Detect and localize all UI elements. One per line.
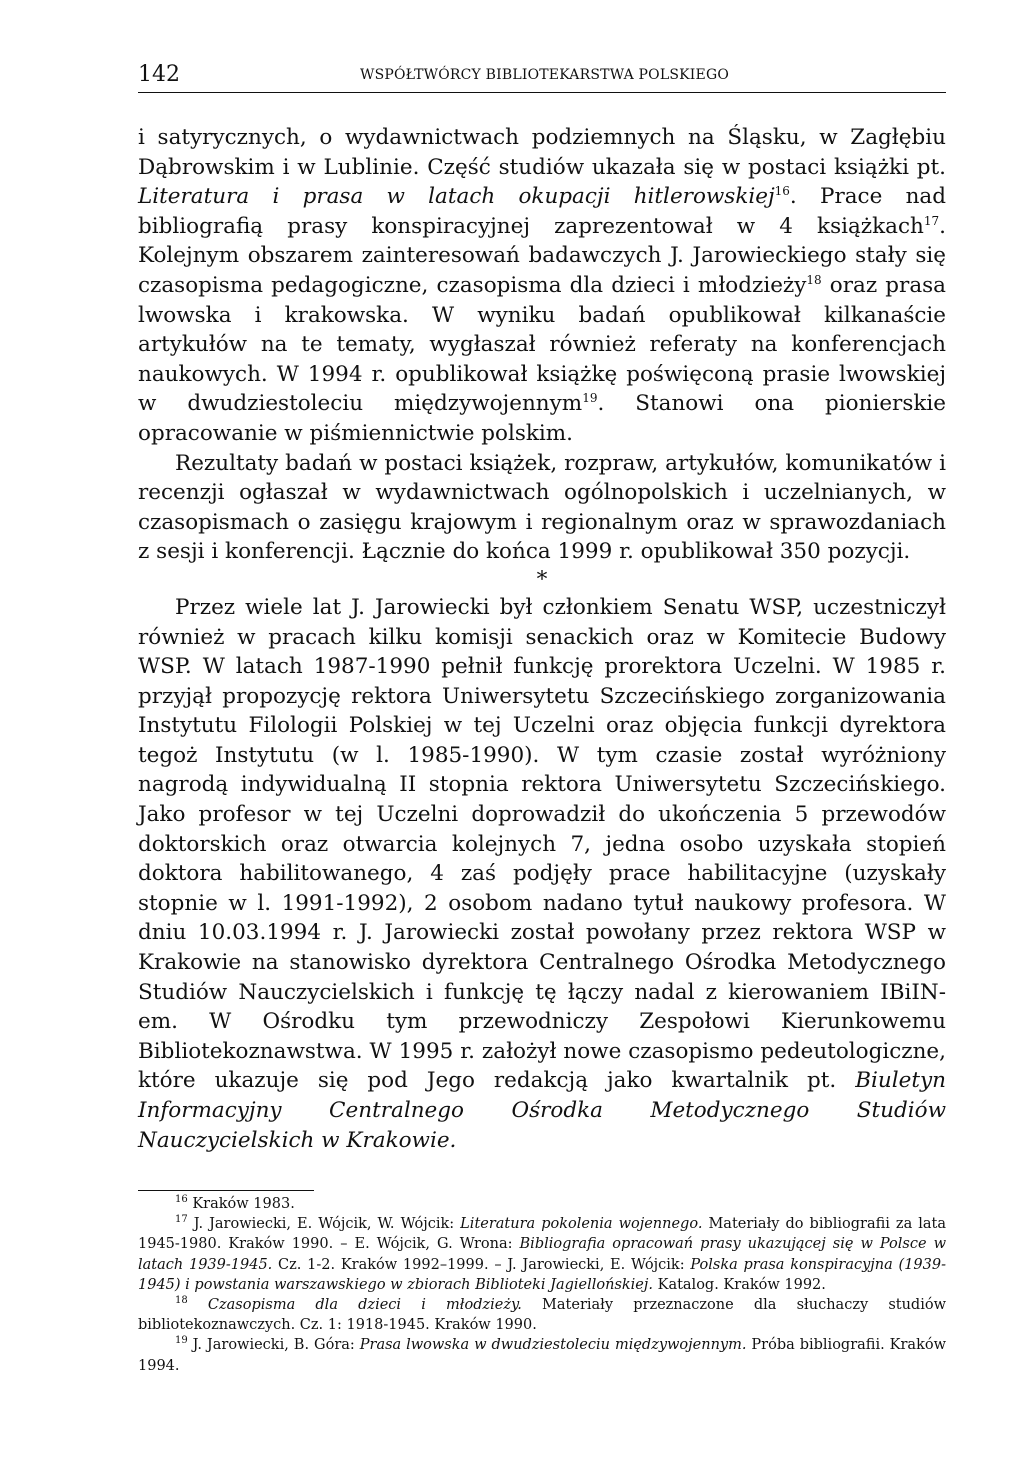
page-number: 142	[138, 62, 180, 87]
footnote-ref-19: 19	[582, 391, 598, 406]
footnote-ref-18: 18	[806, 272, 822, 287]
footnotes	[138, 1194, 946, 1376]
footnote-ref-16: 16	[774, 184, 790, 199]
running-title: WSPÓŁTWÓRCY BIBLIOTEKARSTWA POLSKIEGO	[360, 67, 730, 83]
footnote-rule	[138, 1190, 314, 1191]
paragraph-1: i satyrycznych, o wydawnictwach podziemnych na Śląsku, w Zagłębiu Dąbrowskim i w Lublinie. Część studiów ukazała się w postaci książki pt. Literatura i prasa w latach okupacji hitlerowskiej$^{16}$. Prace nad bibliografią prasy konspiracyjnej zaprezentował w 4 książkach$^{17}$. Kolejnym obszarem zainteresowań badawczych J. Jarowieckiego stały się czasopisma pedagogiczne, czasopisma dla dzieci i młodzieży$^{18}$ oraz prasa lwowska i krakowska. W wyniku badań opublikował kilkanaście artykułów na te tematy, wygłaszał również referaty na konferencjach naukowych. W 1994 r. opublikował książkę poświęconą prasie lwowskiej w dwudziestoleciu międzywojennym$^{19}$. Stanowi ona pionierskie opracowanie w piśmiennictwie polskim.	[138, 125, 947, 446]
book-title: Literatura i prasa w latach okupacji hitlerowskiej	[138, 184, 775, 210]
paragraph-2: Rezultaty badań w postaci książek, rozpraw, artykułów, komunikatów i recenzji ogłaszał w wydawnictwach ogólnopolskich i uczelnianych, w czasopismach o zasięgu krajowym i regionalnym oraz w sprawozdaniach z sesji i konferencji. Łącznie do końca 1999 r. opublikował 350 pozycji.	[138, 450, 946, 565]
section-separator: *	[536, 566, 548, 592]
footnote-17: $^{17}$ J. Jarowiecki, E. Wójcik, W. Wójcik: Literatura pokolenia wojennego. Materiały do bibliografii za lata 1945-1980. Kraków 1990. – E. Wójcik, G. Wrona: Bibliografia opracowań prasy ukazującej się w Polsce w latach 1939-1945. Cz. 1-2. Kraków 1992–1999. – J. Jarowiecki, E. Wójcik: Polska prasa konspiracyjna (1939-1945) i powstania warszawskiego w zbiorach Biblioteki Jagiellońskiej. Katalog. Kraków 1992.	[138, 1214, 947, 1293]
footnote-18: $^{18}$ Czasopisma dla dzieci i młodzieży. Materiały przeznaczone dla słuchaczy studiów bibliotekoznawczych. Cz. 1: 1918-1945. Kraków 1990.	[138, 1295, 946, 1334]
journal-title: Biuletyn Informacyjny Centralnego Ośrodka Metodycznego Studiów Nauczycielskich w Krakowie.	[138, 1068, 946, 1153]
paragraph-3: Przez wiele lat J. Jarowiecki był członkiem Senatu WSP, uczestniczył również w pracach kilku komisji senackich oraz w Komitecie Budowy WSP. W latach 1987-1990 pełnił funkcję prorektora Uczelni. W 1985 r. przyjął propozycję rektora Uniwersytetu Szczecińskiego zorganizowania Instytutu Filologii Polskiej w tej Uczelni oraz objęcia funkcji dyrektora tegoż Instytutu (w l. 1985-1990). W tym czasie został wyróżniony nagrodą indywidualną II stopnia rektora Uniwersytetu Szczecińskiego. Jako profesor w tej Uczelni doprowadził do ukończenia 5 przewodów doktorskich oraz otwarcia kolejnych 7, jedna osobo uzyskała stopień doktora habilitowanego, 4 zaś podjęły prace habilitacyjne (uzyskały stopnie w l. 1991-1992), 2 osobom nadano tytuł naukowy profesora. W dniu 10.03.1994 r. J. Jarowiecki został powołany przez rektora WSP w Krakowie na stanowisko dyrektora Centralnego Ośrodka Metodycznego Studiów Nauczycielskich i funkcję tę łączy nadal z kierowaniem IBiIN-em. W Ośrodku tym przewodniczy Zespołowi Kierunkowemu Bibliotekoznawstwa. W 1995 r. założył nowe czasopismo pedeutologiczne, które ukazuje się pod Jego redakcją jako kwartalnik pt. Biuletyn Informacyjny Centralnego Ośrodka Metodycznego Studiów Nauczycielskich w Krakowie.	[138, 594, 946, 1153]
footnote-16: $^{16}$ Kraków 1983.	[175, 1194, 295, 1212]
page-header	[138, 62, 946, 88]
footnote-ref-17: 17	[923, 213, 940, 228]
footnote-19: $^{19}$ J. Jarowiecki, B. Góra: Prasa lwowska w dwudziestoleciu międzywojennym. Próba bibliografii. Kraków 1994.	[138, 1335, 946, 1374]
header-rule	[138, 92, 946, 93]
body-text	[138, 123, 946, 1155]
